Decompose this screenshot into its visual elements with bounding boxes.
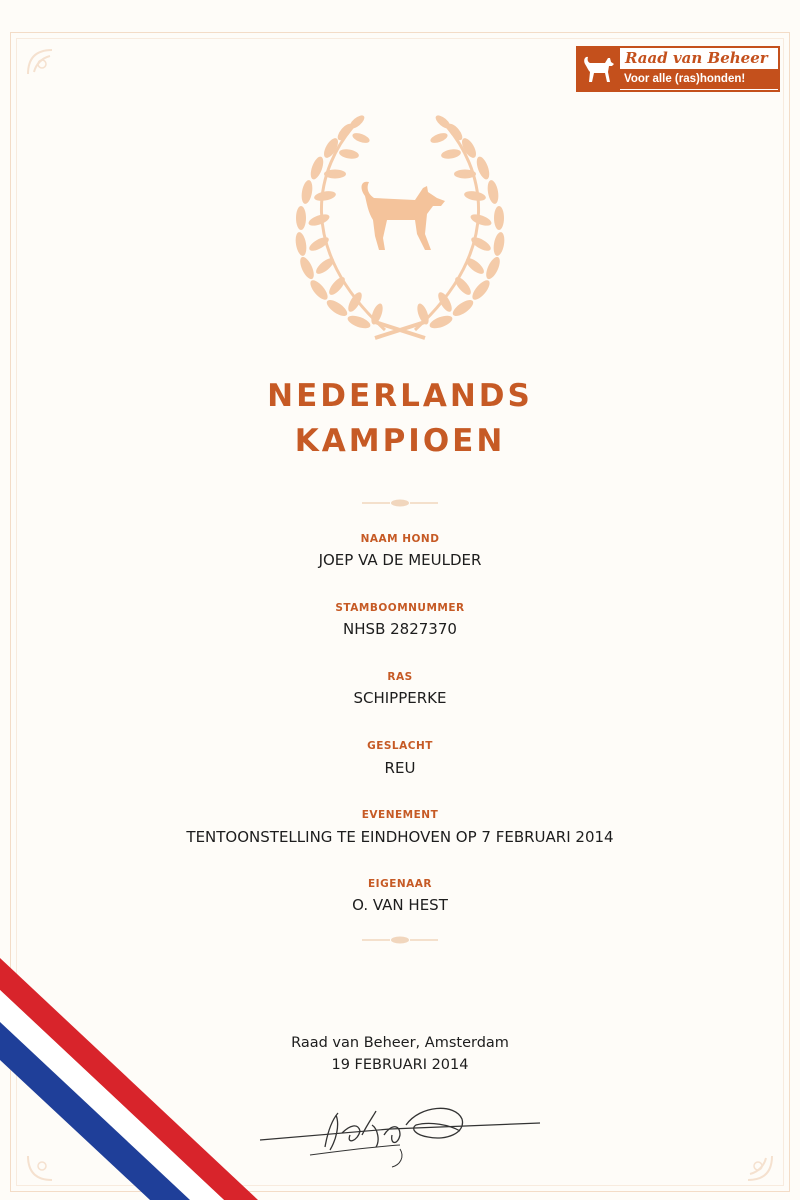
logo-title: Raad van Beheer <box>625 49 768 67</box>
dog-logo-icon <box>578 48 620 90</box>
certificate-title-line2: KAMPIOEN <box>294 423 506 459</box>
field-value-eigenaar: O. VAN HEST <box>352 896 448 914</box>
issue-date: 19 FEBRUARI 2014 <box>331 1057 469 1073</box>
ornament-divider-icon <box>360 498 440 508</box>
field-label-naam-hond: NAAM HOND <box>360 533 440 545</box>
field-value-stamboomnummer: NHSB 2827370 <box>343 620 457 638</box>
logo-tagline: Voor alle (ras)honden! <box>620 69 778 89</box>
raad-van-beheer-logo <box>576 46 780 92</box>
certificate-title-line1: NEDERLANDS <box>267 378 533 414</box>
corner-ornament-icon <box>738 1146 778 1186</box>
corner-ornament-icon <box>22 44 62 84</box>
field-value-naam-hond: JOEP VA DE MEULDER <box>318 551 482 569</box>
field-value-ras: SCHIPPERKE <box>353 689 447 707</box>
issuer-name: Raad van Beheer, Amsterdam <box>291 1035 509 1051</box>
signature-icon <box>250 1085 550 1175</box>
field-label-geslacht: GESLACHT <box>367 740 433 752</box>
field-label-evenement: EVENEMENT <box>361 809 439 821</box>
field-label-stamboomnummer: STAMBOOMNUMMER <box>335 602 465 614</box>
ornament-divider-icon <box>360 935 440 945</box>
field-value-evenement: TENTOONSTELLING TE EINDHOVEN OP 7 FEBRUARI 2014 <box>186 828 614 846</box>
field-value-geslacht: REU <box>384 759 416 777</box>
field-label-ras: RAS <box>387 671 413 683</box>
dog-laurel-wreath-icon <box>275 108 525 343</box>
field-label-eigenaar: EIGENAAR <box>368 878 432 890</box>
dutch-flag-ribbon <box>0 940 260 1200</box>
